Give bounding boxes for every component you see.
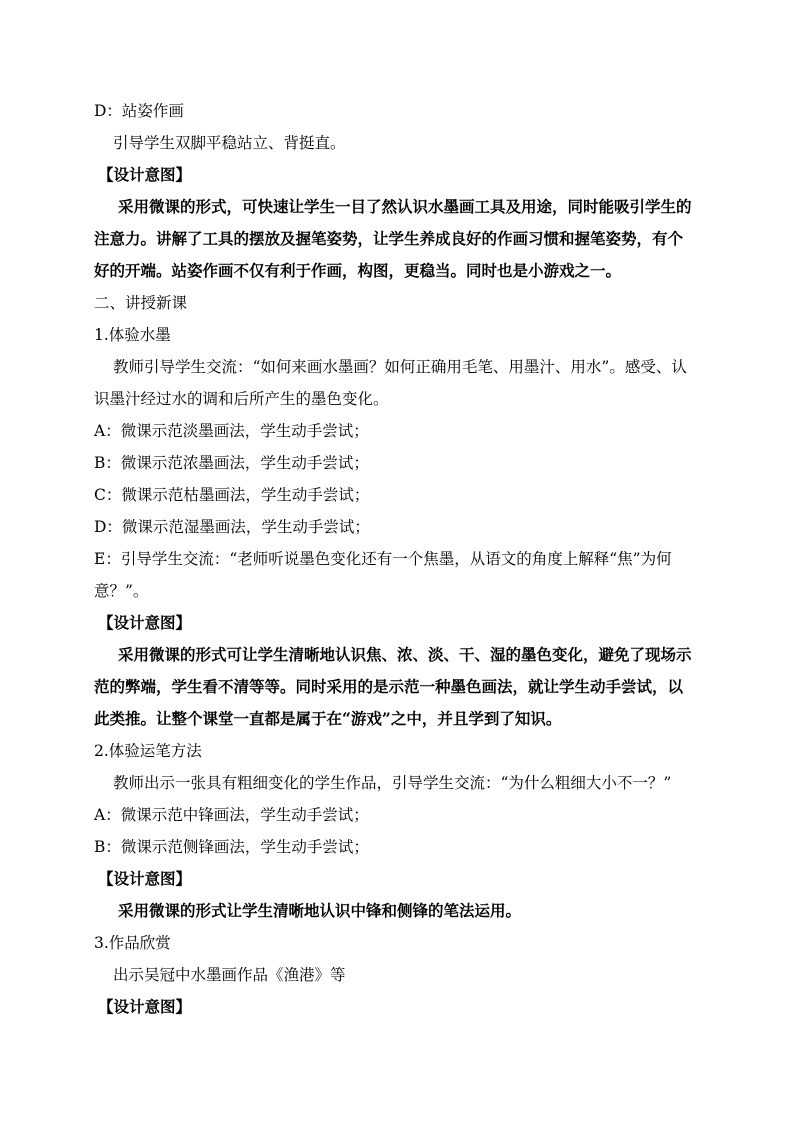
body-paragraph: 出示吴冠中水墨画作品《渔港》等: [113, 966, 346, 984]
list-item-continuation: 意？”。: [94, 582, 149, 600]
design-intent-text: 范的弊端，学生看不清等等。同时采用的是示范一种墨色画法，就让学生动手尝试，以: [94, 677, 684, 696]
section-heading-design-intent: 【设计意图】: [98, 869, 192, 888]
item-d-standing-painting: D：站姿作画: [94, 102, 184, 120]
subsection-title: 2.体验运笔方法: [94, 742, 202, 760]
list-item: A：微课示范中锋画法，学生动手尝试；: [94, 806, 369, 824]
design-intent-text: 注意力。讲解了工具的摆放及握笔姿势，让学生养成良好的作画习惯和握笔姿势，有个: [94, 229, 684, 248]
section-heading-new-lesson: 二、讲授新课: [94, 294, 188, 312]
section-heading-design-intent: 【设计意图】: [98, 165, 192, 184]
list-item: E：引导学生交流：“老师听说墨色变化还有一个焦墨，从语文的角度上解释“焦”为何: [94, 550, 672, 568]
list-item: C：微课示范枯墨画法，学生动手尝试；: [94, 486, 370, 504]
design-intent-text: 采用微课的形式，可快速让学生一目了然认识水墨画工具及用途，同时能吸引学生的: [118, 197, 692, 216]
list-item: D：微课示范湿墨画法，学生动手尝试；: [94, 518, 370, 536]
section-heading-design-intent: 【设计意图】: [98, 613, 192, 632]
list-item: B：微课示范侧锋画法，学生动手尝试；: [94, 838, 369, 856]
body-paragraph: 教师出示一张具有粗细变化的学生作品，引导学生交流：“为什么粗细大小不一？”: [113, 774, 672, 792]
list-item: A：微课示范淡墨画法，学生动手尝试；: [94, 422, 369, 440]
list-item: B：微课示范浓墨画法，学生动手尝试；: [94, 454, 369, 472]
body-paragraph: 教师引导学生交流：“如何来画水墨画？如何正确用毛笔、用墨汁、用水”。感受、认: [113, 358, 687, 376]
design-intent-text: 此类推。让整个课堂一直都是属于在“游戏”之中，并且学到了知识。: [94, 709, 562, 728]
section-heading-design-intent: 【设计意图】: [98, 997, 192, 1016]
body-paragraph: 引导学生双脚平稳站立、背挺直。: [113, 134, 346, 152]
design-intent-text: 采用微课的形式可让学生清晰地认识焦、浓、淡、干、湿的墨色变化，避免了现场示: [118, 645, 692, 664]
design-intent-text: 好的开端。站姿作画不仅有利于作画，构图，更稳当。同时也是小游戏之一。: [94, 261, 622, 280]
subsection-title: 3.作品欣赏: [94, 934, 171, 952]
design-intent-text: 采用微课的形式让学生清晰地认识中锋和侧锋的笔法运用。: [118, 901, 522, 920]
subsection-title: 1.体验水墨: [94, 326, 171, 344]
body-paragraph: 识墨汁经过水的调和后所产生的墨色变化。: [94, 390, 389, 408]
